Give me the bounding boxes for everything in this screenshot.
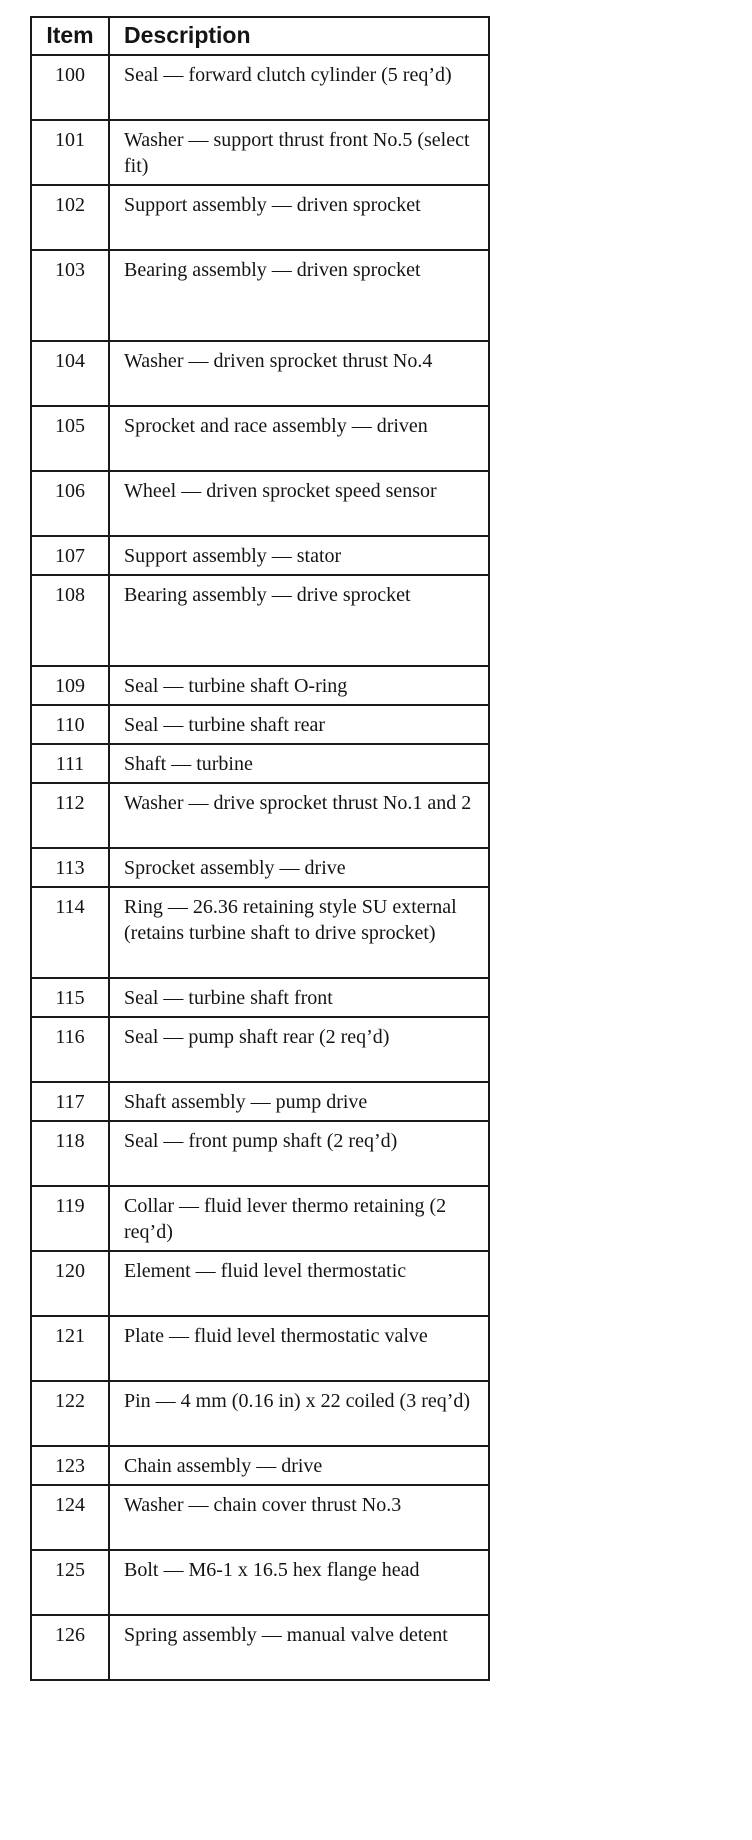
item-number: 102	[31, 185, 109, 250]
item-description: Chain assembly — drive	[109, 1446, 489, 1485]
item-description: Seal — turbine shaft O-ring	[109, 666, 489, 705]
item-description: Washer — chain cover thrust No.3	[109, 1485, 489, 1550]
item-description: Washer — drive sprocket thrust No.1 and 2	[109, 783, 489, 848]
table-row	[31, 978, 489, 1017]
table-row	[31, 1251, 489, 1316]
table-row	[31, 1550, 489, 1615]
item-number: 119	[31, 1186, 109, 1251]
item-number: 126	[31, 1615, 109, 1680]
table-row	[31, 1485, 489, 1550]
item-number: 105	[31, 406, 109, 471]
item-number: 118	[31, 1121, 109, 1186]
table-row	[31, 471, 489, 536]
item-description: Washer — support thrust front No.5 (select fit)	[109, 120, 489, 185]
table-row	[31, 341, 489, 406]
item-description: Pin — 4 mm (0.16 in) x 22 coiled (3 req’d)	[109, 1381, 489, 1446]
table-row	[31, 1316, 489, 1381]
table-row	[31, 1082, 489, 1121]
table-row	[31, 185, 489, 250]
table-row	[31, 536, 489, 575]
item-description: Ring — 26.36 retaining style SU external (retains turbine shaft to drive sprocket)	[109, 887, 489, 978]
item-number: 114	[31, 887, 109, 978]
table-row	[31, 406, 489, 471]
parts-list-sheet	[30, 16, 488, 1681]
table-row	[31, 250, 489, 341]
item-number: 121	[31, 1316, 109, 1381]
item-number: 112	[31, 783, 109, 848]
table-row	[31, 575, 489, 666]
table-row	[31, 887, 489, 978]
table-row	[31, 705, 489, 744]
item-number: 108	[31, 575, 109, 666]
item-description: Element — fluid level thermostatic	[109, 1251, 489, 1316]
column-header-item: Item	[31, 17, 109, 55]
item-number: 103	[31, 250, 109, 341]
item-description: Collar — fluid lever thermo retaining (2 req’d)	[109, 1186, 489, 1251]
item-description: Shaft — turbine	[109, 744, 489, 783]
table-row	[31, 666, 489, 705]
item-number: 107	[31, 536, 109, 575]
table-row	[31, 1446, 489, 1485]
item-description: Bolt — M6-1 x 16.5 hex flange head	[109, 1550, 489, 1615]
table-row	[31, 1017, 489, 1082]
table-row	[31, 55, 489, 120]
item-number: 120	[31, 1251, 109, 1316]
item-number: 110	[31, 705, 109, 744]
table-row	[31, 1381, 489, 1446]
column-header-description: Description	[109, 17, 489, 55]
table-row	[31, 848, 489, 887]
item-number: 125	[31, 1550, 109, 1615]
item-description: Spring assembly — manual valve detent	[109, 1615, 489, 1680]
item-number: 116	[31, 1017, 109, 1082]
table-row	[31, 783, 489, 848]
item-description: Wheel — driven sprocket speed sensor	[109, 471, 489, 536]
item-number: 109	[31, 666, 109, 705]
item-description: Sprocket and race assembly — driven	[109, 406, 489, 471]
item-number: 111	[31, 744, 109, 783]
item-description: Seal — turbine shaft front	[109, 978, 489, 1017]
item-number: 104	[31, 341, 109, 406]
item-description: Bearing assembly — driven sprocket	[109, 250, 489, 341]
table-row	[31, 1121, 489, 1186]
item-description: Seal — turbine shaft rear	[109, 705, 489, 744]
item-description: Seal — forward clutch cylinder (5 req’d)	[109, 55, 489, 120]
item-number: 123	[31, 1446, 109, 1485]
item-number: 122	[31, 1381, 109, 1446]
item-description: Sprocket assembly — drive	[109, 848, 489, 887]
item-description: Washer — driven sprocket thrust No.4	[109, 341, 489, 406]
item-description: Support assembly — driven sprocket	[109, 185, 489, 250]
parts-table	[30, 16, 490, 1681]
item-number: 117	[31, 1082, 109, 1121]
table-row	[31, 744, 489, 783]
item-description: Seal — front pump shaft (2 req’d)	[109, 1121, 489, 1186]
item-number: 124	[31, 1485, 109, 1550]
table-row	[31, 1186, 489, 1251]
item-description: Shaft assembly — pump drive	[109, 1082, 489, 1121]
item-description: Plate — fluid level thermostatic valve	[109, 1316, 489, 1381]
table-row	[31, 1615, 489, 1680]
item-number: 101	[31, 120, 109, 185]
table-header-row	[31, 17, 489, 55]
table-row	[31, 120, 489, 185]
item-description: Support assembly — stator	[109, 536, 489, 575]
item-description: Seal — pump shaft rear (2 req’d)	[109, 1017, 489, 1082]
item-description: Bearing assembly — drive sprocket	[109, 575, 489, 666]
item-number: 113	[31, 848, 109, 887]
item-number: 106	[31, 471, 109, 536]
item-number: 115	[31, 978, 109, 1017]
item-number: 100	[31, 55, 109, 120]
